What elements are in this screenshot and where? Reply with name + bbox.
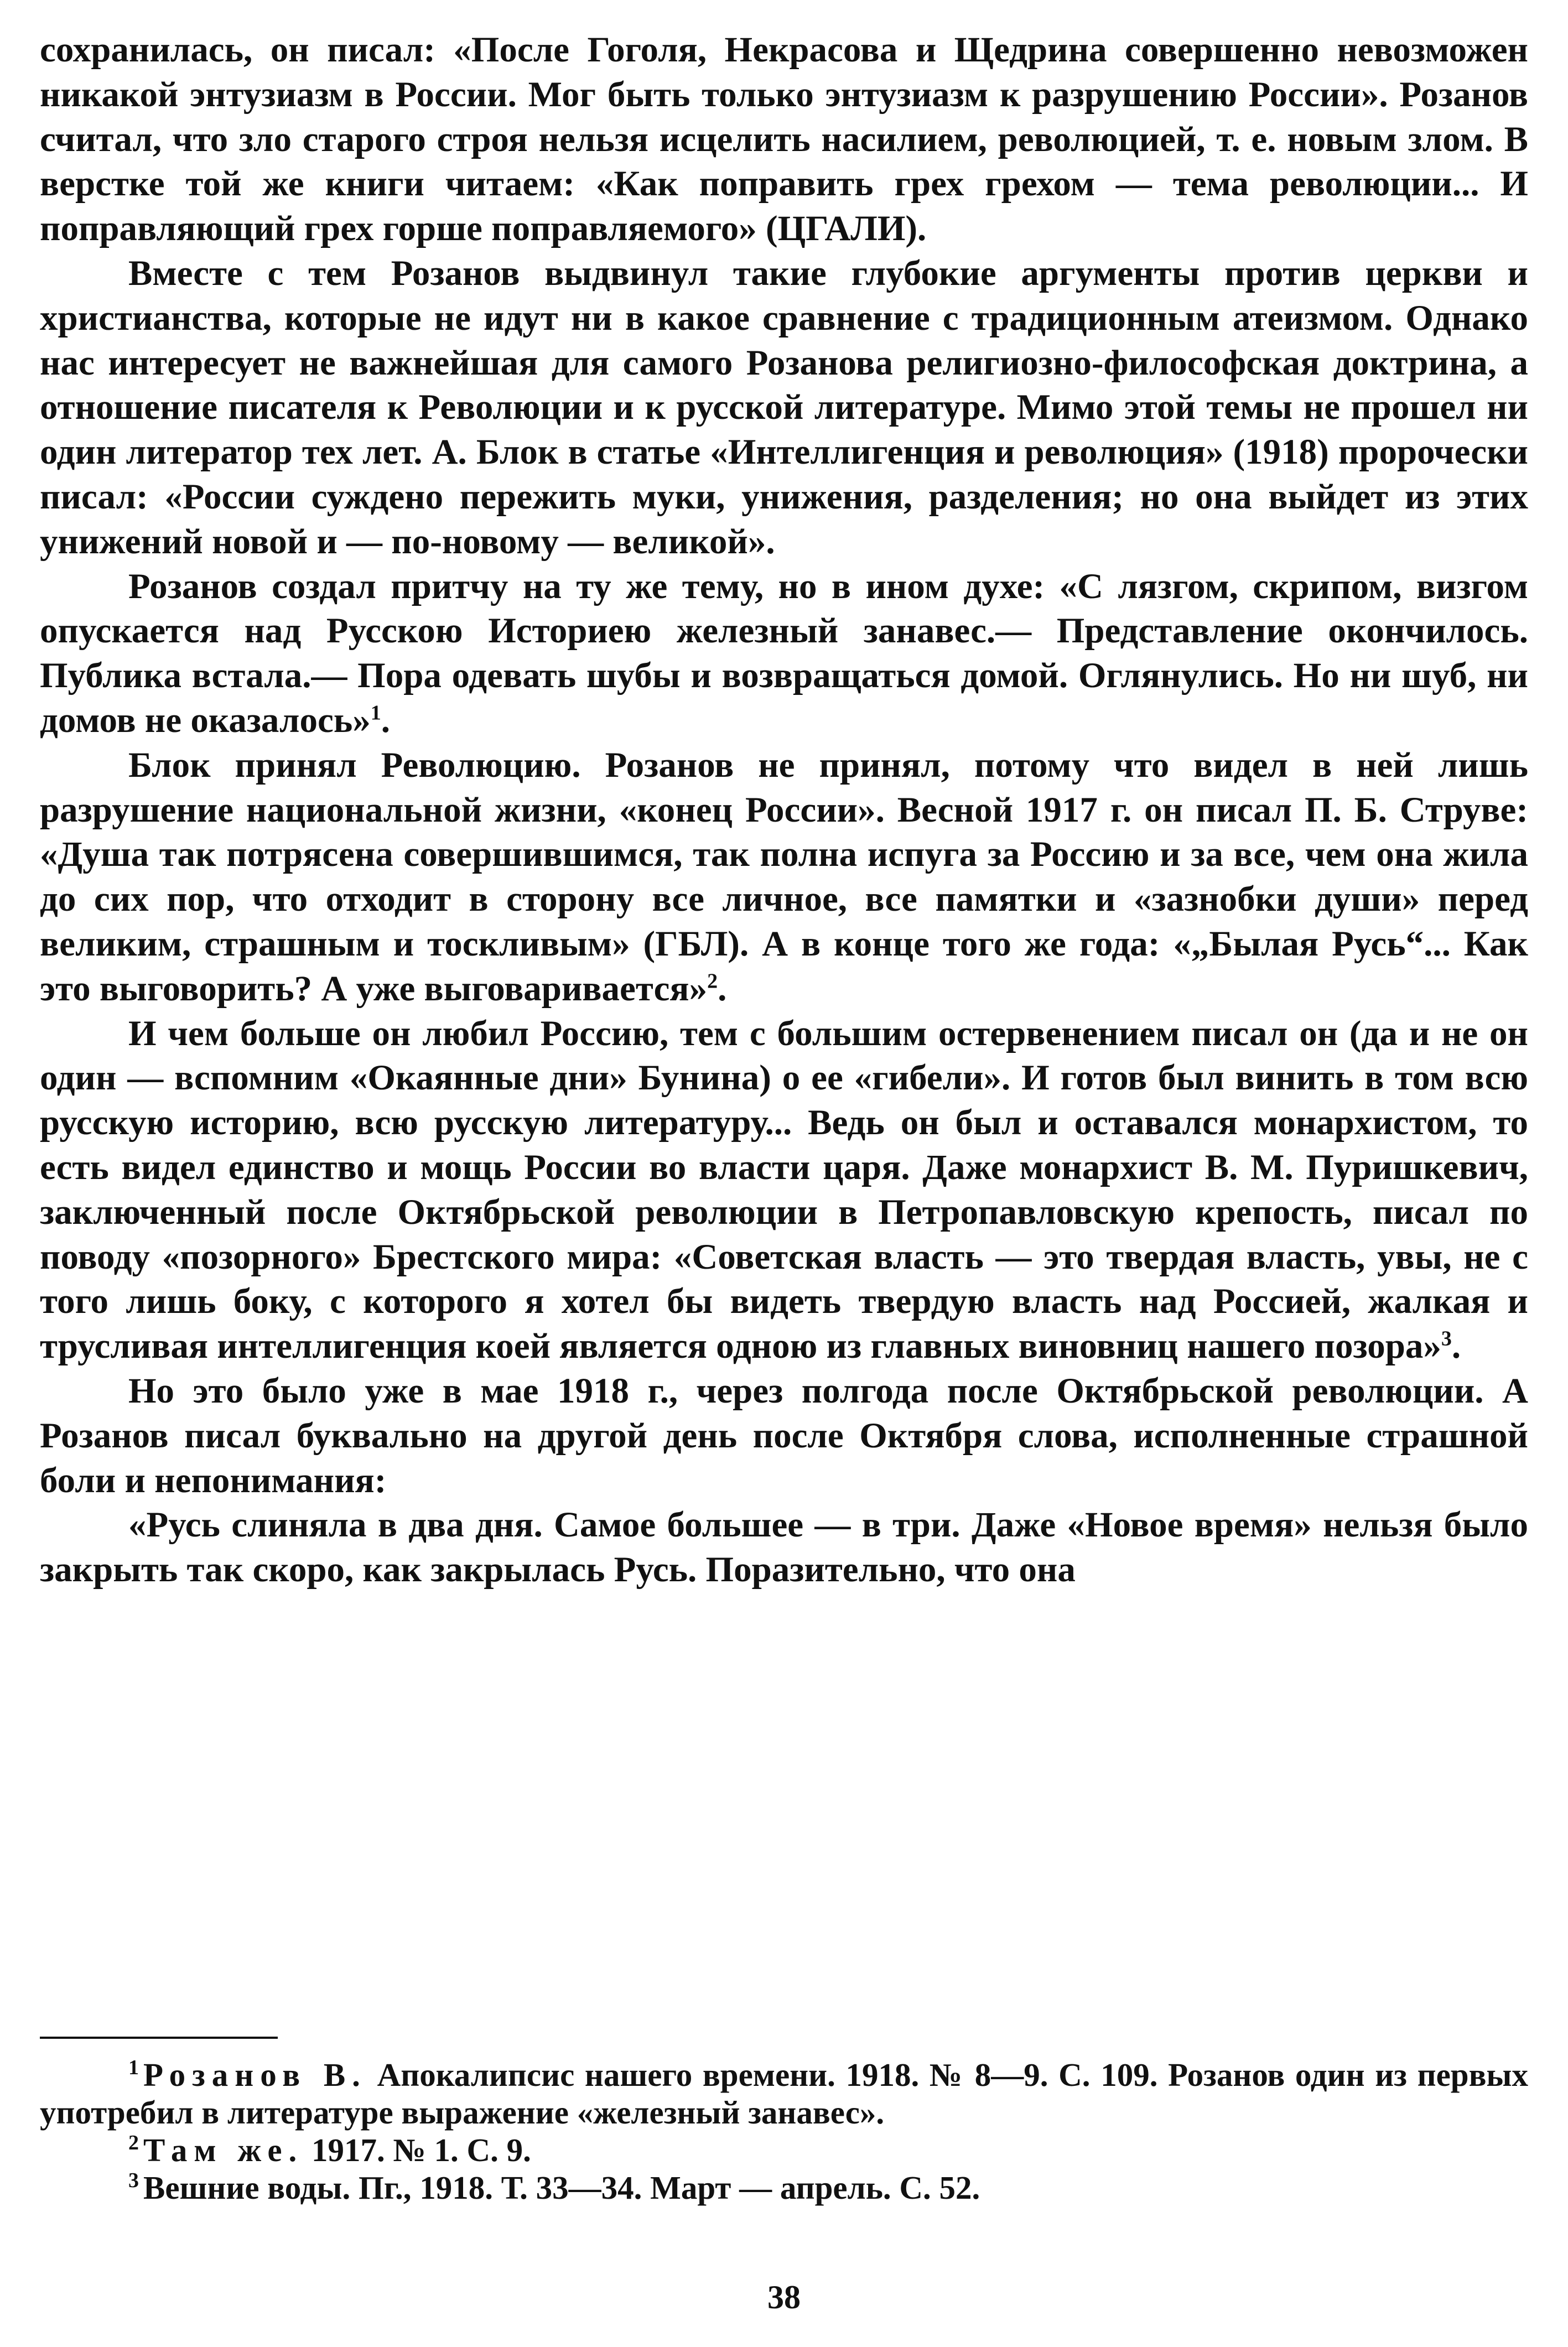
paragraph <box>40 1503 1528 1592</box>
paragraph-end: . <box>381 700 390 740</box>
paragraph-text: Розанов создал притчу на ту же тему, но в ином духе: «С лязгом, скрипом, визгом опускается над Русскою Историею железный занавес.— Представление окончилось. Публика встала.— Пора одевать шубы и возвращаться домой. Оглянулись. Но ни шуб, ни домов не оказалось» <box>40 566 1528 740</box>
paragraph <box>40 28 1528 251</box>
footnote <box>40 2056 1528 2131</box>
paragraph-text: Но это было уже в мае 1918 г., через полгода после Октябрьской революции. А Розанов писал буквально на другой день после Октября слова, исполненные страшной боли и непонимания: <box>40 1370 1528 1500</box>
footnote-ref: 2 <box>707 969 718 993</box>
footnote-text: Апокалипсис нашего времени. 1918. № 8—9. С. 109. Розанов один из первых употребил в литературе выражение «железный занавес». <box>40 2057 1528 2131</box>
page-number: 38 <box>767 2279 801 2315</box>
footnote-divider <box>40 2037 278 2039</box>
paragraph <box>40 1011 1528 1369</box>
paragraph-text: Блок принял Революцию. Розанов не принял, потому что видел в ней лишь разрушение национальной жизни, «конец России». Весной 1917 г. он писал П. Б. Струве: «Душа так потрясена совершившимся, так полна испуга за Россию и за все, чем она жила до сих пор, что отходит в сторону все личное, все памятки и «зазнобки души» перед великим, страшным и тоскливым» (ГБЛ). А в конце того же года: «„Былая Русь“... Как это выговорить? А уже выговаривается» <box>40 745 1528 1009</box>
paragraph-text: «Русь слиняла в два дня. Самое большее — в три. Даже «Новое время» нельзя было закрыть так скоро, как закрылась Русь. Поразительно, что она <box>40 1505 1528 1590</box>
paragraph <box>40 564 1528 743</box>
paragraph-text: Вместе с тем Розанов выдвинул такие глубокие аргументы против церкви и христианства, которые не идут ни в какое сравнение с традиционным атеизмом. Однако нас интересует не важнейшая для самого Розанова религиозно-философская доктрина, а отношение писателя к Революции и к русской литературе. Мимо этой темы не прошел ни один литератор тех лет. А. Блок в статье «Интеллигенция и революция» (1918) пророчески писал: «России суждено пережить муки, унижения, разделения; но она выйдет из этих унижений новой и — по-новому — великой». <box>40 253 1528 562</box>
paragraph-end: . <box>1451 1326 1461 1367</box>
footnote-ref: 3 <box>1441 1327 1452 1351</box>
paragraph <box>40 1369 1528 1503</box>
paragraph-text: сохранилась, он писал: «После Гоголя, Некрасова и Щедрина совершенно невозможен никакой энтузиазм в России. Мог быть только энтузиазм к разрушению России». Розанов считал, что зло старого строя нельзя исцелить насилием, революцией, т. е. новым злом. В верстке той же книги читаем: «Как поправить грех грехом — тема революции... И поправляющий грех горше поправляемого» (ЦГАЛИ). <box>40 30 1528 249</box>
paragraph-end: . <box>718 968 727 1009</box>
footnotes <box>40 2056 1528 2206</box>
paragraph <box>40 251 1528 564</box>
footnote-text: 1917. № 1. С. 9. <box>311 2132 531 2168</box>
footnote-text: Вешние воды. Пг., 1918. Т. 33—34. Март — апрель. С. 52. <box>143 2169 980 2206</box>
paragraph-text: И чем больше он любил Россию, тем с большим остервенением писал он (да и не он один — вспомним «Окаянные дни» Бунина) о ее «гибели». И готов был винить в том всю русскую историю, всю русскую литературу... Ведь он был и оставался монархистом, то есть видел единство и мощь России во власти царя. Даже монархист В. М. Пуришкевич, заключенный после Октябрьской революции в Петропавловскую крепость, писал по поводу «позорного» Брестского мира: «Советская власть — это твердая власть, увы, не с того лишь боку, с которого я хотел бы видеть твердую власть над Россией, жалкая и трусливая интеллигенция коей является одною из главных виновниц нашего позора» <box>40 1013 1528 1367</box>
footnote <box>40 2169 1528 2206</box>
footnote-number: 3 <box>128 2169 139 2193</box>
main-text <box>40 28 1528 1592</box>
footnote-author: Розанов В. <box>143 2057 367 2093</box>
footnote-author: Там же. <box>143 2132 304 2168</box>
footnote <box>40 2131 1528 2169</box>
footnote-ref: 1 <box>370 701 381 725</box>
footnote-number: 2 <box>128 2131 139 2155</box>
footnote-number: 1 <box>128 2056 139 2080</box>
paragraph <box>40 743 1528 1011</box>
